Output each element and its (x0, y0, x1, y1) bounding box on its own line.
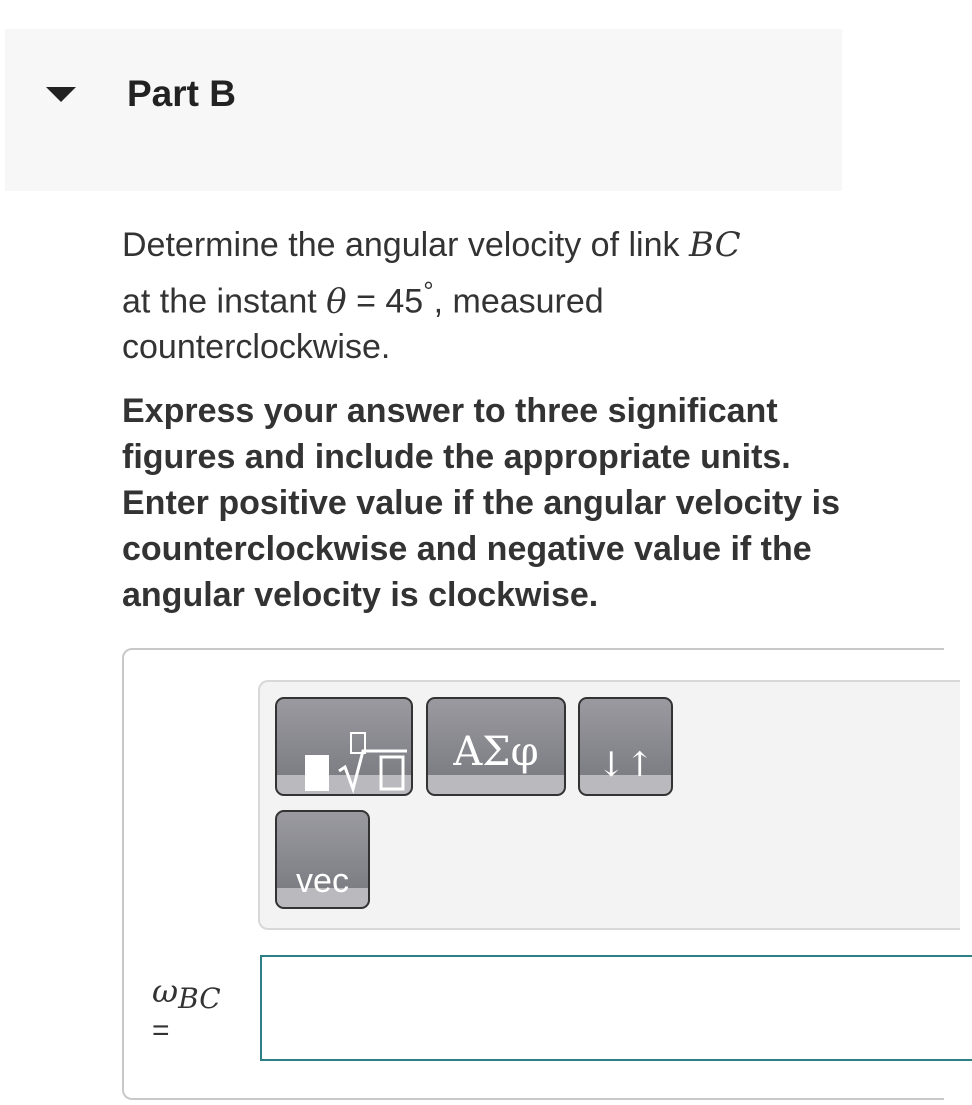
answer-variable-label (152, 972, 221, 1015)
vec-label: vec (296, 862, 349, 900)
collapse-caret-icon[interactable] (46, 87, 76, 102)
degree-symbol: ° (423, 276, 434, 306)
vector-button[interactable] (275, 810, 370, 909)
templates-sqrt-icon (299, 727, 409, 796)
greek-symbols-label: ΑΣφ (453, 729, 539, 775)
equals-sign: = (152, 1014, 170, 1047)
arrows-button[interactable] (578, 697, 673, 796)
part-title: Part B (127, 73, 236, 114)
omega-subscript: BC (178, 982, 221, 1015)
omega-symbol: ω (152, 972, 179, 1010)
greek-symbols-button[interactable] (426, 697, 566, 796)
arrows-icon: ↓↑ (597, 745, 654, 785)
question-text: Determine the angular velocity of link BC at the instant θ = 45°, measured counterclockwise. (122, 225, 741, 367)
link-name: BC (688, 225, 741, 265)
answer-input[interactable] (260, 955, 972, 1061)
answer-instructions: Express your answer to three significant figures and include the appropriate units. Enter positive value if the angular velocity is counterclockwise and negative value if the angular velocity is clockwise. (122, 392, 841, 614)
templates-button[interactable] (275, 697, 413, 796)
theta-symbol: θ (326, 281, 347, 322)
